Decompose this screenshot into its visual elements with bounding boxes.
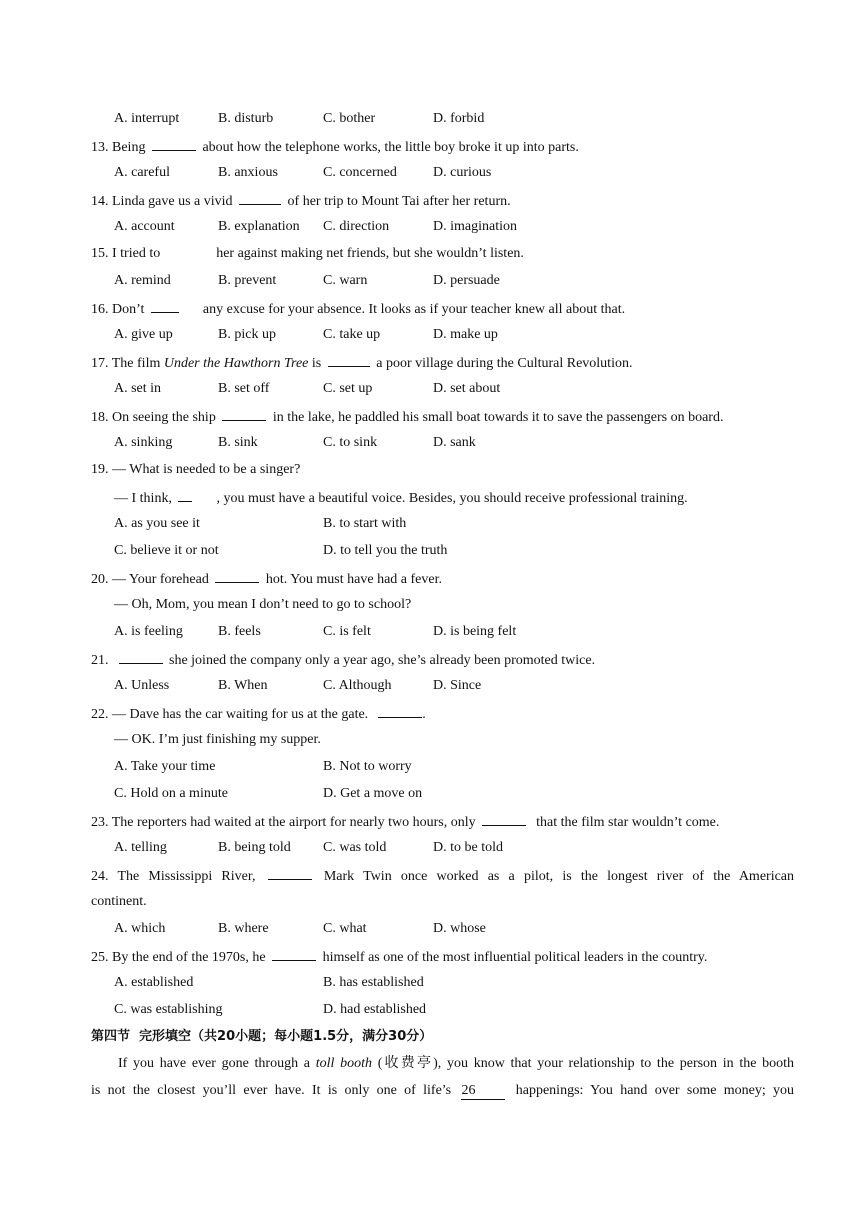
answer-blank (378, 704, 422, 718)
q14-option-d: D. imagination (433, 219, 517, 234)
q15-stem: 15. I tried to her against making net friends, but she wouldn’t listen. (91, 246, 524, 261)
q16-option-c: C. take up (323, 327, 381, 342)
answer-blank (152, 137, 196, 151)
q19-option-d: D. to tell you the truth (323, 543, 448, 558)
q14-stem: 14. Linda gave us a vivid of her trip to Mount Tai after her return. (91, 191, 511, 211)
q23-option-a: A. telling (114, 840, 167, 855)
q24-stem: 24. The Mississippi River, Mark Twin once worked as a pilot, is the longest river of the American (91, 866, 794, 886)
q23-option-c: C. was told (323, 840, 387, 855)
q20-line2: — Oh, Mom, you mean I don’t need to go to school? (114, 597, 412, 612)
q18-stem: 18. On seeing the ship in the lake, he paddled his small boat towards it to save the passengers on board. (91, 407, 723, 427)
toll-booth-term: toll booth (315, 1056, 372, 1071)
q22-option-a: A. Take your time (114, 759, 216, 774)
q19-line1: 19. — What is needed to be a singer? (91, 462, 301, 477)
passage-line-2: is not the closest you’ll ever have. It is only one of life’s 26 happenings: You hand over some money; you (91, 1083, 795, 1098)
q16-stem: 16. Don’t any excuse for your absence. It looks as if your teacher knew all about that. (91, 299, 625, 319)
q13-option-d: D. curious (433, 165, 492, 180)
answer-blank (178, 488, 192, 502)
q12-option-b: B. disturb (218, 111, 274, 126)
answer-blank (328, 353, 370, 367)
q21-option-a: A. Unless (114, 678, 170, 693)
q22-option-b: B. Not to worry (323, 759, 412, 774)
q15-option-c: C. warn (323, 273, 368, 288)
answer-blank (119, 650, 163, 664)
q17-option-d: D. set about (433, 381, 501, 396)
q20-option-a: A. is feeling (114, 624, 183, 639)
q14-option-a: A. account (114, 219, 175, 234)
answer-blank (272, 947, 316, 961)
q25-option-c: C. was establishing (114, 1002, 223, 1017)
q22-line2: — OK. I’m just finishing my supper. (114, 732, 321, 747)
q23-option-d: D. to be told (433, 840, 503, 855)
q21-option-b: B. When (218, 678, 268, 693)
q22-line1: 22. — Dave has the car waiting for us at the gate. . (91, 704, 426, 724)
q19-option-a: A. as you see it (114, 516, 200, 531)
q13-option-b: B. anxious (218, 165, 278, 180)
q22-option-d: D. Get a move on (323, 786, 423, 801)
answer-blank (215, 569, 259, 583)
numbered-blank: 26 (461, 1083, 505, 1100)
q21-option-c: C. Although (323, 678, 392, 693)
answer-blank (151, 299, 179, 313)
q17-option-c: C. set up (323, 381, 373, 396)
q24-option-a: A. which (114, 921, 166, 936)
section-heading: 第四节 完形填空（共20小题；每小题1.5分，满分30分） (91, 1029, 433, 1044)
q20-line1: 20. — Your forehead hot. You must have had a fever. (91, 569, 442, 589)
q16-option-b: B. pick up (218, 327, 276, 342)
q24-stem-continued: continent. (91, 894, 147, 909)
passage-line-1: If you have ever gone through a toll booth (收费亭), you know that your relationship to the person in the booth (118, 1056, 795, 1071)
q12-option-d: D. forbid (433, 111, 485, 126)
q18-option-d: D. sank (433, 435, 476, 450)
q14-option-b: B. explanation (218, 219, 300, 234)
q16-option-d: D. make up (433, 327, 498, 342)
q13-stem: 13. Being about how the telephone works, the little boy broke it up into parts. (91, 137, 579, 157)
q17-option-a: A. set in (114, 381, 162, 396)
q19-option-b: B. to start with (323, 516, 407, 531)
q20-option-c: C. is felt (323, 624, 371, 639)
q12-option-a: A. interrupt (114, 111, 180, 126)
q18-option-b: B. sink (218, 435, 258, 450)
q15-option-a: A. remind (114, 273, 171, 288)
q21-stem: 21. she joined the company only a year ago, she’s already been promoted twice. (91, 650, 595, 670)
q12-option-c: C. bother (323, 111, 376, 126)
q21-option-d: D. Since (433, 678, 482, 693)
q20-option-d: D. is being felt (433, 624, 517, 639)
q14-option-c: C. direction (323, 219, 390, 234)
q23-option-b: B. being told (218, 840, 291, 855)
q18-option-a: A. sinking (114, 435, 173, 450)
answer-blank (482, 812, 526, 826)
q25-option-a: A. established (114, 975, 194, 990)
q15-option-d: D. persuade (433, 273, 500, 288)
q19-line2: — I think, , you must have a beautiful voice. Besides, you should receive professional training. (114, 488, 688, 508)
q13-option-c: C. concerned (323, 165, 397, 180)
film-title: Under the Hawthorn Tree (163, 356, 309, 371)
q19-option-c: C. believe it or not (114, 543, 219, 558)
answer-blank (222, 407, 266, 421)
q18-option-c: C. to sink (323, 435, 378, 450)
q25-option-d: D. had established (323, 1002, 427, 1017)
q17-option-b: B. set off (218, 381, 270, 396)
q24-option-d: D. whose (433, 921, 486, 936)
q23-stem: 23. The reporters had waited at the airport for nearly two hours, only that the film star wouldn’t come. (91, 812, 719, 832)
q24-option-b: B. where (218, 921, 269, 936)
q16-option-a: A. give up (114, 327, 173, 342)
q22-option-c: C. Hold on a minute (114, 786, 228, 801)
q25-option-b: B. has established (323, 975, 424, 990)
q17-stem: 17. The film Under the Hawthorn Tree is a poor village during the Cultural Revolution. (91, 353, 632, 373)
q24-option-c: C. what (323, 921, 367, 936)
q25-stem: 25. By the end of the 1970s, he himself as one of the most influential political leaders in the country. (91, 947, 707, 967)
answer-blank (239, 191, 281, 205)
q13-option-a: A. careful (114, 165, 170, 180)
q20-option-b: B. feels (218, 624, 261, 639)
answer-blank (268, 866, 312, 880)
q15-option-b: B. prevent (218, 273, 277, 288)
